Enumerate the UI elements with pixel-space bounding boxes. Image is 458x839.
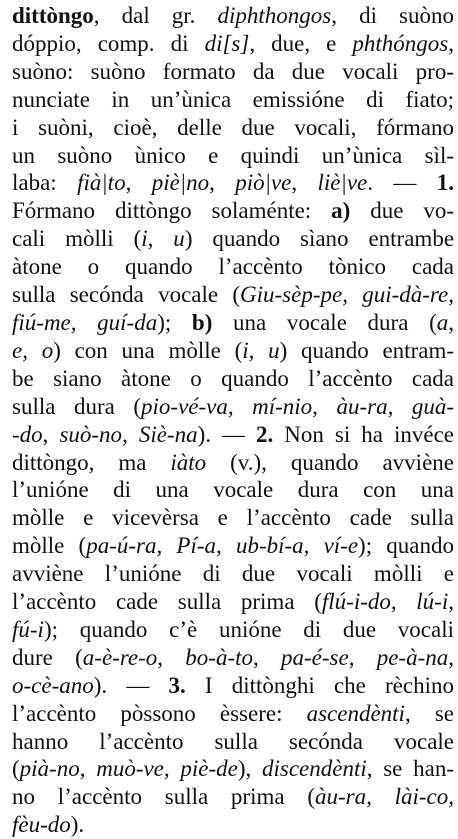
entry-line	[12, 197, 454, 225]
italic-text: fèu-do	[12, 812, 71, 838]
italic-text: iàto	[170, 449, 207, 475]
text-run: nunciate in un’ùnica emissióne di fiato;	[12, 86, 454, 112]
text-run: sulla dura (	[12, 393, 142, 419]
bold-text: b)	[191, 309, 213, 335]
text-run: Non si ha invéce	[273, 421, 454, 447]
italic-text: fú-i	[12, 616, 44, 642]
italic-text: fià|to	[77, 170, 126, 196]
text-run: àtone o quando l’accènto tònico cada	[12, 254, 454, 280]
text-run: sulla secónda vocale (	[12, 282, 241, 308]
text-run: dittòngo, ma	[12, 449, 171, 475]
text-run: , dal gr.	[93, 3, 218, 28]
italic-text: a,	[436, 309, 454, 335]
italic-text: phthóngos	[352, 30, 449, 56]
entry-line	[12, 421, 454, 449]
bold-text: 1.	[436, 170, 454, 196]
entry-line	[12, 86, 454, 114]
text-run: , due, e	[249, 30, 353, 56]
italic-text: pio-vé-va, mí-nio	[141, 393, 313, 419]
text-run: dóppio, comp. di	[12, 30, 205, 56]
text-run: ,	[122, 421, 139, 447]
entry-line	[12, 700, 454, 728]
italic-text: -do	[12, 421, 43, 447]
italic-text: Giu-sèp-pe, gui-dà-re,	[240, 282, 454, 308]
text-run: ,	[42, 421, 60, 447]
italic-text: a-è-re-o, bo-à-to, pa-é-se, pe-à-na,	[82, 644, 454, 670]
entry-line	[12, 728, 454, 756]
text-run: ,	[125, 170, 152, 196]
text-run: , se	[404, 700, 454, 726]
italic-text: di[s]	[204, 30, 250, 56]
italic-text: i, u	[141, 226, 185, 252]
italic-text: i, u	[242, 337, 280, 363]
bold-text: 2.	[256, 421, 274, 447]
italic-text: piò|ve	[235, 170, 292, 196]
text-run: mòlle (	[12, 533, 87, 559]
bold-text: dittòngo	[12, 3, 94, 28]
italic-text: liè|ve	[317, 170, 368, 196]
text-run: ),	[237, 756, 262, 782]
italic-text: diphthongos	[217, 3, 332, 28]
entry-line	[12, 616, 454, 644]
entry-line	[12, 588, 454, 616]
entry-line	[12, 672, 454, 700]
text-run: una vocale dura (	[212, 309, 437, 335]
italic-text: pa-ú-ra, Pí-a, ub-bí-a, ví-e	[86, 533, 359, 559]
text-run: cali mòlli (	[12, 226, 142, 252]
bold-text: a)	[331, 198, 351, 224]
italic-text: flú-i-do, lú-i,	[321, 589, 454, 615]
entry-line	[12, 783, 454, 811]
text-run: , di suòno	[331, 3, 454, 28]
entry-line	[12, 365, 454, 393]
text-run: ); quando	[358, 533, 454, 559]
italic-text: e, o	[12, 337, 54, 363]
text-run: dure (	[12, 644, 83, 670]
text-run: . —	[367, 170, 437, 196]
text-run: i suòni, cioè, delle due vocali, fórmano	[12, 114, 454, 140]
entry-line	[12, 532, 454, 560]
entry-line	[12, 253, 454, 281]
text-run: ,	[312, 393, 337, 419]
text-run: ); quando c’è unióne di due vocali	[43, 616, 454, 642]
italic-text: àu-ra, guà-	[336, 393, 454, 419]
text-run: be siano àtone o quando l’accènto cada	[12, 365, 454, 391]
text-run: l’accènto cade sulla prima (	[12, 589, 322, 615]
text-run: , se han-	[366, 756, 454, 782]
entry-line	[12, 30, 454, 58]
italic-text: discendènti	[262, 756, 367, 782]
entry-line	[12, 644, 454, 672]
entry-line	[12, 58, 454, 86]
text-run: Fórmano dittòngo solaménte:	[12, 198, 332, 224]
text-run: ,	[448, 30, 454, 56]
text-run: l’unióne di una vocale dura con una	[12, 477, 454, 503]
italic-text: ascendènti	[306, 700, 405, 726]
italic-text: àu-ra, lài-co,	[314, 784, 454, 810]
text-run: ).	[70, 812, 85, 838]
text-run: (v.), quando avviène	[206, 449, 454, 475]
text-run: ). —	[197, 421, 257, 447]
bold-text: 3.	[168, 672, 186, 698]
entry-line	[12, 755, 454, 783]
text-run: );	[157, 309, 192, 335]
entry-line	[12, 560, 454, 588]
entry-line	[12, 337, 454, 365]
text-run: ). —	[93, 672, 169, 698]
text-run: I dittònghi che rèchino	[185, 672, 454, 698]
text-run: hanno l’accènto sulla secónda vocale	[12, 728, 454, 754]
text-run: no l’accènto sulla prima (	[12, 784, 315, 810]
entry-line	[12, 281, 454, 309]
entry-line	[12, 449, 454, 477]
italic-text: piè|no	[151, 170, 210, 196]
entry-line	[12, 169, 454, 197]
entry-line	[12, 2, 454, 30]
text-run: un suòno ùnico e quindi un’ùnica sìl-	[12, 142, 454, 168]
text-run: ) con una mòlle (	[53, 337, 243, 363]
text-run: (	[12, 756, 20, 782]
italic-text: suò-no	[59, 421, 123, 447]
italic-text: pià-no, muò-ve, piè-de	[19, 756, 238, 782]
entry-line	[12, 142, 454, 170]
text-run: avviène l’unióne di due vocali mòlli e	[12, 561, 454, 587]
entry-line	[12, 114, 454, 142]
entry-line	[12, 504, 454, 532]
text-run: mòlle e vicevèrsa e l’accènto cade sulla	[12, 505, 454, 531]
text-run: ,	[209, 170, 236, 196]
entry-line	[12, 225, 454, 253]
italic-text: o-cè-ano	[12, 672, 94, 698]
text-run: suòno: suòno formato da due vocali pro-	[12, 58, 454, 84]
entry-line	[12, 393, 454, 421]
entry-line	[12, 476, 454, 504]
entry-line	[12, 309, 454, 337]
entry-line	[12, 811, 454, 839]
italic-text: Siè-na	[138, 421, 198, 447]
text-run: ) quando entram-	[279, 337, 454, 363]
text-run: due vo-	[350, 198, 454, 224]
text-run: ) quando sìano entrambe	[184, 226, 454, 252]
text-run: ,	[291, 170, 318, 196]
text-run: l’accènto pòssono èssere:	[12, 700, 307, 726]
text-run: laba:	[12, 170, 78, 196]
italic-text: fiú-me, guí-da	[12, 309, 158, 335]
